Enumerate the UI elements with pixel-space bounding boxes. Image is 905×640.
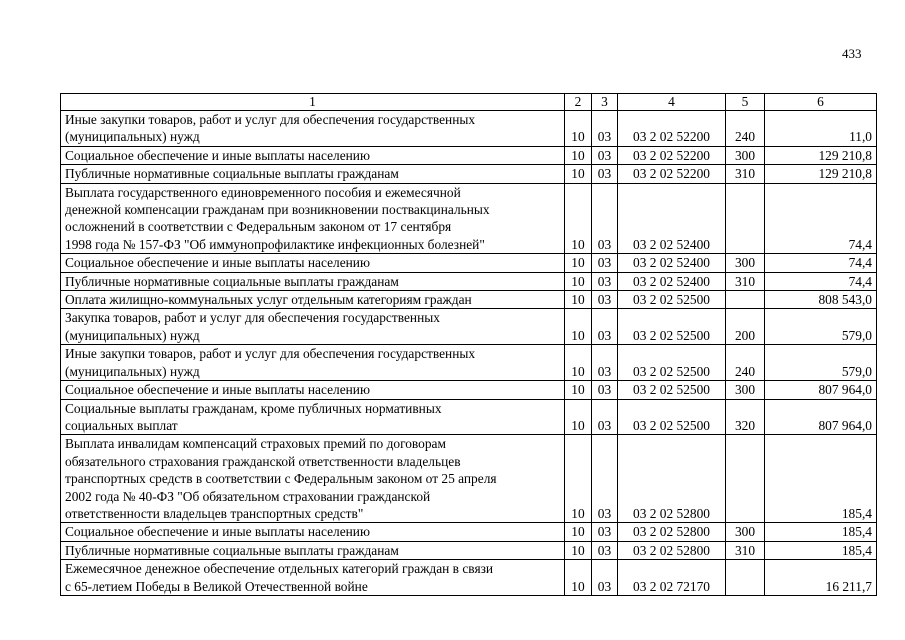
subsection-cell: 03 (592, 345, 618, 381)
expense-type-cell: 310 (726, 272, 765, 290)
section-cell: 10 (565, 111, 592, 147)
table-row (61, 399, 877, 435)
target-item-cell: 03 2 02 52200 (618, 165, 726, 183)
expense-type-cell (726, 291, 765, 309)
row-name-cell: Ежемесячное денежное обеспечение отдельных категорий граждан в связи с 65-летием Победы в Великой Отечественной войне (61, 560, 565, 596)
subsection-cell: 03 (592, 560, 618, 596)
target-item-cell: 03 2 02 52400 (618, 183, 726, 254)
target-item-cell: 03 2 02 52800 (618, 541, 726, 559)
expense-type-cell: 310 (726, 541, 765, 559)
table-row (61, 183, 877, 254)
expense-type-cell: 300 (726, 254, 765, 272)
target-item-cell: 03 2 02 52500 (618, 399, 726, 435)
table-header-row (61, 94, 877, 111)
table-row (61, 560, 877, 596)
subsection-cell: 03 (592, 111, 618, 147)
amount-cell: 185,4 (765, 523, 877, 541)
section-cell: 10 (565, 291, 592, 309)
target-item-cell: 03 2 02 52500 (618, 309, 726, 345)
subsection-cell: 03 (592, 146, 618, 164)
section-cell: 10 (565, 309, 592, 345)
header-cell: 6 (765, 94, 877, 111)
section-cell: 10 (565, 435, 592, 523)
expense-type-cell: 300 (726, 523, 765, 541)
row-name-cell: Социальное обеспечение и иные выплаты населению (61, 146, 565, 164)
header-cell: 1 (61, 94, 565, 111)
subsection-cell: 03 (592, 183, 618, 254)
subsection-cell: 03 (592, 309, 618, 345)
amount-cell: 11,0 (765, 111, 877, 147)
header-cell: 4 (618, 94, 726, 111)
expense-type-cell (726, 560, 765, 596)
table-row (61, 541, 877, 559)
row-name-cell: Публичные нормативные социальные выплаты гражданам (61, 272, 565, 290)
target-item-cell: 03 2 02 52400 (618, 272, 726, 290)
table-row (61, 146, 877, 164)
amount-cell: 579,0 (765, 345, 877, 381)
amount-cell: 579,0 (765, 309, 877, 345)
budget-table (60, 93, 877, 596)
row-name-cell: Выплата государственного единовременного пособия и ежемесячной денежной компенсации гражданам при возникновении поствакцинальных осложнений в соответствии с Федеральным законом от 17 сентября 1998 года № 157-ФЗ "Об иммунопрофилактике инфекционных болезней" (61, 183, 565, 254)
section-cell: 10 (565, 146, 592, 164)
subsection-cell: 03 (592, 254, 618, 272)
subsection-cell: 03 (592, 541, 618, 559)
row-name-cell: Публичные нормативные социальные выплаты гражданам (61, 541, 565, 559)
header-cell: 3 (592, 94, 618, 111)
table-row (61, 381, 877, 399)
section-cell: 10 (565, 560, 592, 596)
subsection-cell: 03 (592, 399, 618, 435)
target-item-cell: 03 2 02 52800 (618, 523, 726, 541)
table-row (61, 291, 877, 309)
amount-cell: 129 210,8 (765, 146, 877, 164)
section-cell: 10 (565, 541, 592, 559)
row-name-cell: Иные закупки товаров, работ и услуг для обеспечения государственных (муниципальных) нужд (61, 345, 565, 381)
amount-cell: 807 964,0 (765, 399, 877, 435)
table-row (61, 111, 877, 147)
target-item-cell: 03 2 02 52200 (618, 146, 726, 164)
row-name-cell: Публичные нормативные социальные выплаты гражданам (61, 165, 565, 183)
table-row (61, 165, 877, 183)
expense-type-cell: 310 (726, 165, 765, 183)
row-name-cell: Оплата жилищно-коммунальных услуг отдельным категориям граждан (61, 291, 565, 309)
expense-type-cell: 240 (726, 111, 765, 147)
target-item-cell: 03 2 02 72170 (618, 560, 726, 596)
row-name-cell: Иные закупки товаров, работ и услуг для обеспечения государственных (муниципальных) нужд (61, 111, 565, 147)
row-name-cell: Выплата инвалидам компенсаций страховых премий по договорам обязательного страхования гражданской ответственности владельцев транспортных средств в соответствии с Федеральным законом от 25 апреля 2002 года № 40-ФЗ "Об обязательном страховании гражданской ответственности владельцев транспортных средств" (61, 435, 565, 523)
target-item-cell: 03 2 02 52500 (618, 381, 726, 399)
expense-type-cell (726, 183, 765, 254)
row-name-cell: Социальное обеспечение и иные выплаты населению (61, 381, 565, 399)
amount-cell: 74,4 (765, 254, 877, 272)
row-name-cell: Социальное обеспечение и иные выплаты населению (61, 254, 565, 272)
subsection-cell: 03 (592, 523, 618, 541)
expense-type-cell: 200 (726, 309, 765, 345)
subsection-cell: 03 (592, 435, 618, 523)
section-cell: 10 (565, 183, 592, 254)
target-item-cell: 03 2 02 52200 (618, 111, 726, 147)
subsection-cell: 03 (592, 272, 618, 290)
amount-cell: 185,4 (765, 541, 877, 559)
table-row (61, 523, 877, 541)
section-cell: 10 (565, 523, 592, 541)
table-row (61, 345, 877, 381)
expense-type-cell: 240 (726, 345, 765, 381)
target-item-cell: 03 2 02 52500 (618, 291, 726, 309)
page-number: 433 (842, 46, 862, 61)
table-row (61, 309, 877, 345)
section-cell: 10 (565, 345, 592, 381)
target-item-cell: 03 2 02 52800 (618, 435, 726, 523)
expense-type-cell: 320 (726, 399, 765, 435)
section-cell: 10 (565, 254, 592, 272)
expense-type-cell (726, 435, 765, 523)
target-item-cell: 03 2 02 52500 (618, 345, 726, 381)
subsection-cell: 03 (592, 165, 618, 183)
header-cell: 5 (726, 94, 765, 111)
amount-cell: 808 543,0 (765, 291, 877, 309)
table-row (61, 272, 877, 290)
section-cell: 10 (565, 272, 592, 290)
subsection-cell: 03 (592, 381, 618, 399)
section-cell: 10 (565, 399, 592, 435)
amount-cell: 74,4 (765, 272, 877, 290)
table-row (61, 435, 877, 523)
expense-type-cell: 300 (726, 381, 765, 399)
amount-cell: 74,4 (765, 183, 877, 254)
table-row (61, 254, 877, 272)
section-cell: 10 (565, 165, 592, 183)
row-name-cell: Социальное обеспечение и иные выплаты населению (61, 523, 565, 541)
target-item-cell: 03 2 02 52400 (618, 254, 726, 272)
section-cell: 10 (565, 381, 592, 399)
amount-cell: 807 964,0 (765, 381, 877, 399)
amount-cell: 185,4 (765, 435, 877, 523)
row-name-cell: Закупка товаров, работ и услуг для обеспечения государственных (муниципальных) нужд (61, 309, 565, 345)
amount-cell: 129 210,8 (765, 165, 877, 183)
amount-cell: 16 211,7 (765, 560, 877, 596)
subsection-cell: 03 (592, 291, 618, 309)
row-name-cell: Социальные выплаты гражданам, кроме публичных нормативных социальных выплат (61, 399, 565, 435)
header-cell: 2 (565, 94, 592, 111)
expense-type-cell: 300 (726, 146, 765, 164)
